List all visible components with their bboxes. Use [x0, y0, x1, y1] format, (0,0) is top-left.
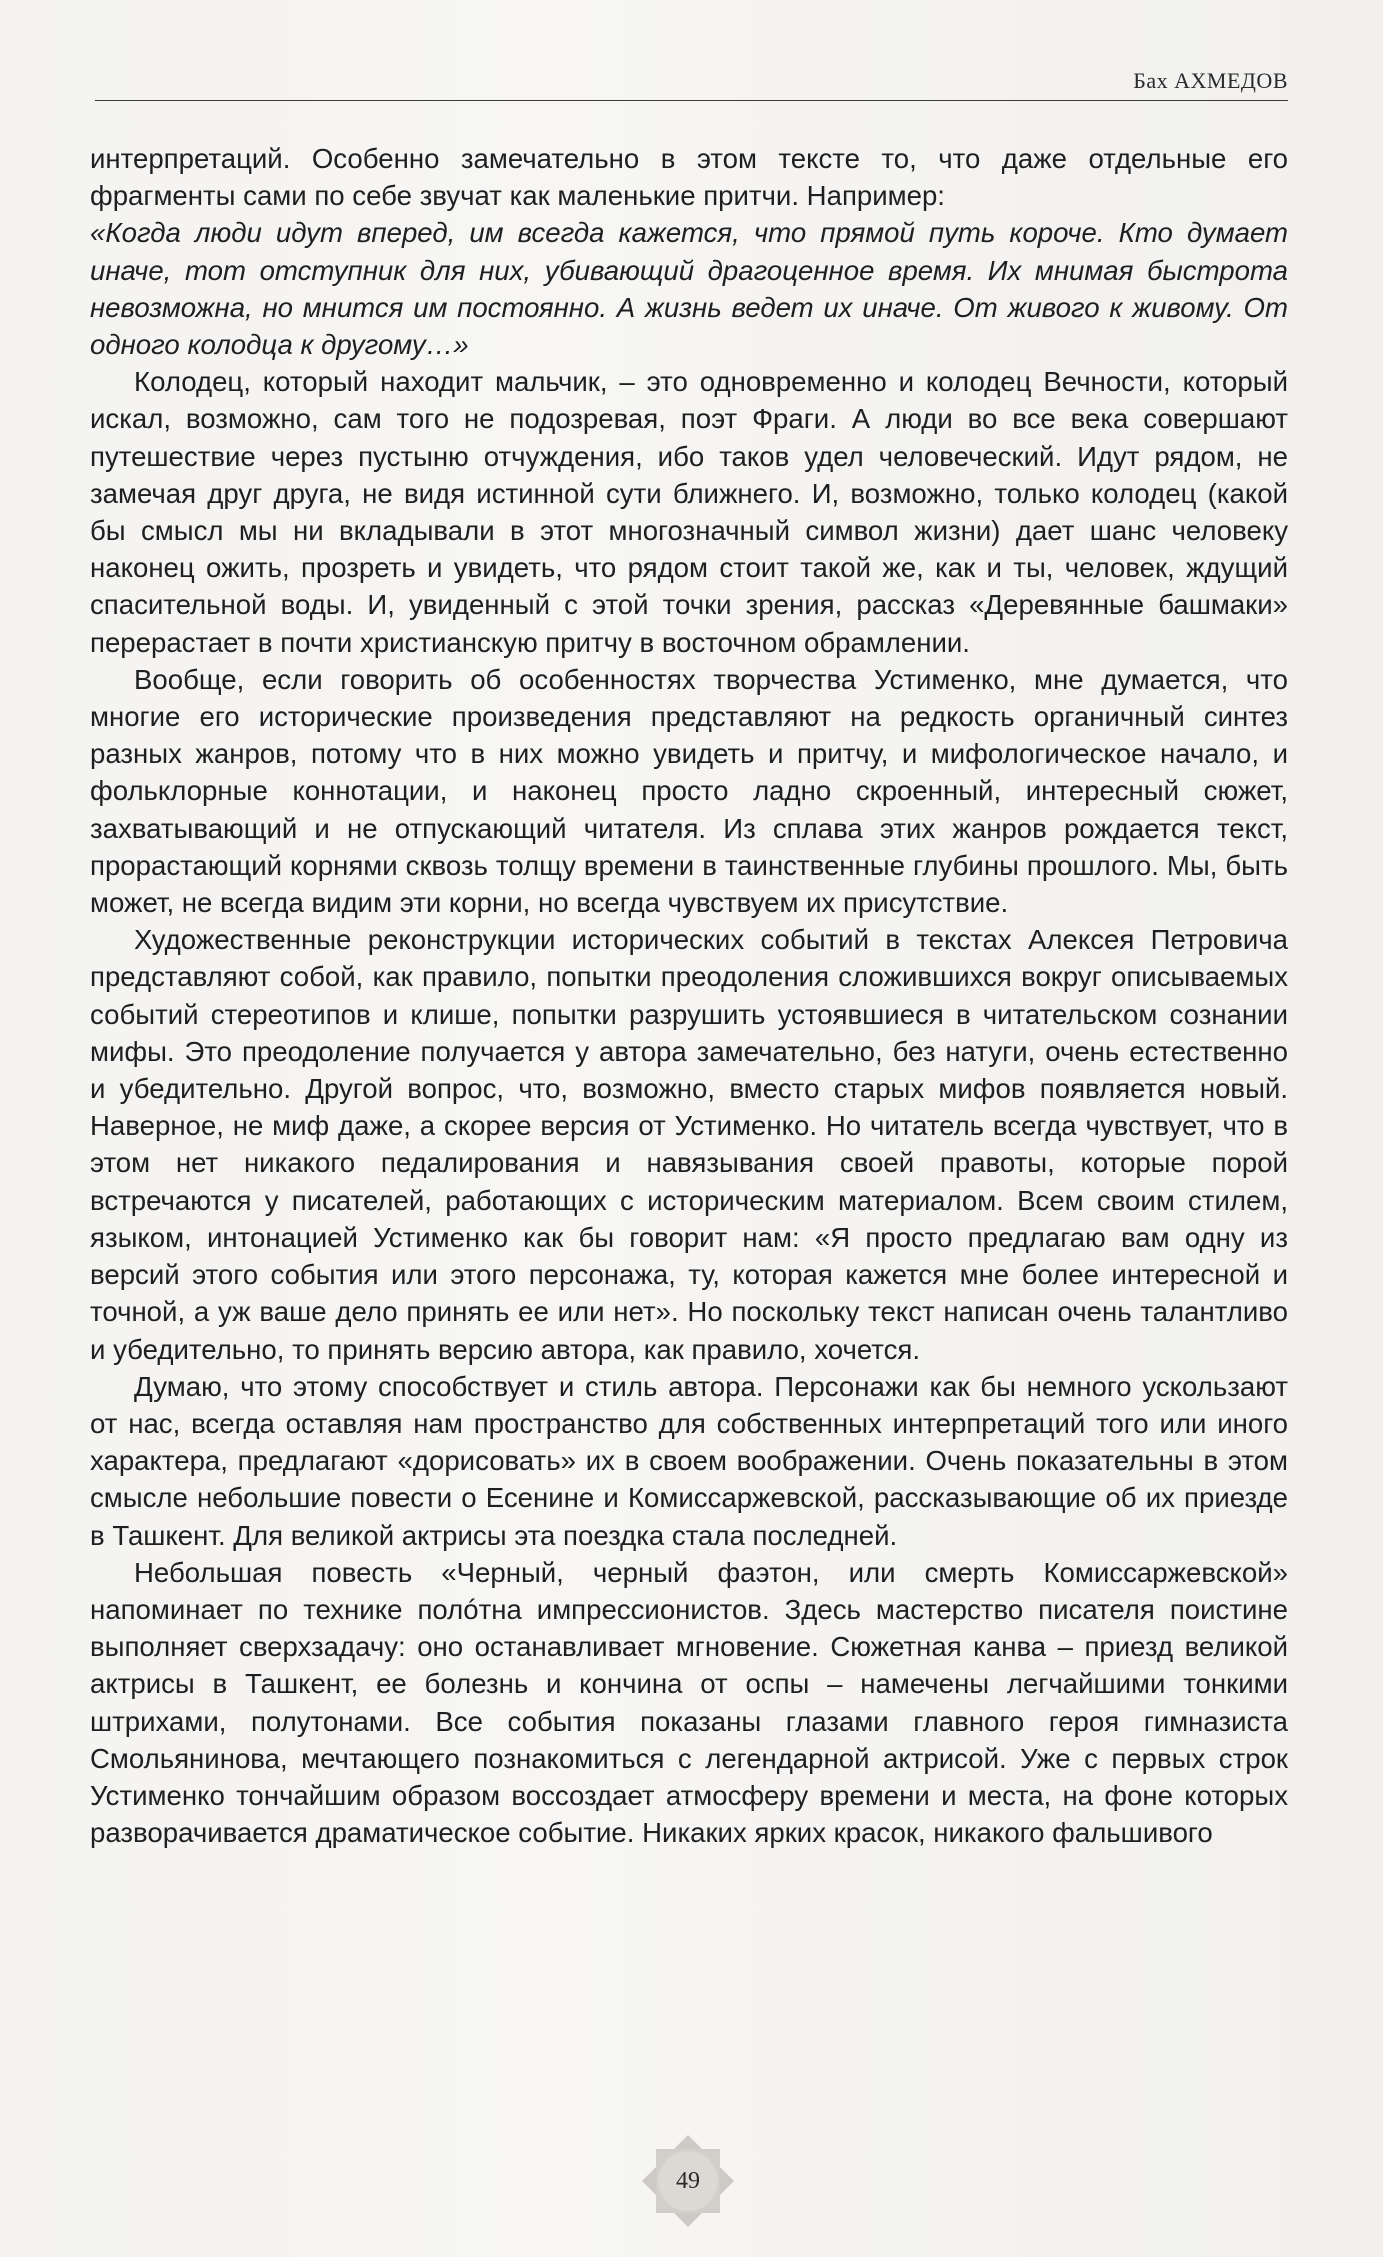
paragraph-1: интерпретаций. Особенно замечательно в этом тексте то, что даже отдельные его фрагменты сами по себе звучат как маленькие притчи. Например:	[90, 143, 1288, 212]
header-rule	[95, 100, 1288, 101]
body-text	[90, 140, 1288, 1851]
paragraph-7: Небольшая повесть «Черный, черный фаэтон, или смерть Комиссаржевской» напоминает по технике полóтна импрессионистов. Здесь мастерство писателя поистине выполняет сверхзадачу: оно останавливает мгновение. Сюжетная канва – приезд великой актрисы в Ташкент, ее болезнь и кончина от оспы – намечены легчайшими тонкими штрихами, полутонами. Все события показаны глазами главного героя гимназиста Смольянинова, мечтающего познакомиться с легендарной актрисой. Уже с первых строк Устименко тончайшим образом воссоздает атмосферу времени и места, на фоне которых разворачивается драматическое событие. Никаких ярких красок, никакого фальшивого	[90, 1556, 1288, 1849]
quote-paragraph: «Когда люди идут вперед, им всегда кажется, что прямой путь короче. Кто думает иначе, тот отступник для них, убивающий драгоценное время. Их мнимая быстрота невозможна, но мнится им постоянно. А жизнь ведет их иначе. От живого к живому. От одного колодца к другому…»	[90, 217, 1288, 361]
page-number: 49	[676, 2168, 700, 2194]
header-author: Бах АХМЕДОВ	[1133, 68, 1288, 93]
paragraph-4: Вообще, если говорить об особенностях творчества Устименко, мне думается, что многие его исторические произведения представляют на редкость органичный синтез разных жанров, потому что в них можно увидеть и притчу, и мифологическое начало, и фольклорные коннотации, и наконец просто ладно скроенный, интересный сюжет, захватывающий и не отпускающий читателя. Из сплава этих жанров рождается текст, прорастающий корнями сквозь толщу времени в таинственные глубины прошлого. Мы, быть может, не всегда видим эти корни, но всегда чувствуем их присутствие.	[90, 663, 1288, 919]
running-header	[95, 68, 1288, 104]
paragraph-5: Художественные реконструкции исторических событий в текстах Алексея Петровича представляют собой, как правило, попытки преодоления сложившихся вокруг описываемых событий стереотипов и клише, попытки разрушить устоявшиеся в читательском сознании мифы. Это преодоление получается у автора замечательно, без натуги, очень естественно и убедительно. Другой вопрос, что, возможно, вместо старых мифов появляется новый. Наверное, не миф даже, а скорее версия от Устименко. Но читатель всегда чувствует, что в этом нет никакого педалирования и навязывания своей правоты, которые порой встречаются у писателей, работающих с историческим материалом. Всем своим стилем, языком, интонацией Устименко как бы говорит нам: «Я просто предлагаю вам одну из версий этого события или этого персонажа, ту, которая кажется мне более интересной и точной, а уж ваше дело принять ее или нет». Но поскольку текст написан очень талантливо и убедительно, то принять версию автора, как правило, хочется.	[90, 924, 1288, 1365]
paragraph-3: Колодец, который находит мальчик, – это одновременно и колодец Вечности, который искал, возможно, сам того не подозревая, поэт Фраги. А люди во все века совершают путешествие через пустыню отчуждения, ибо таков удел человеческий. Идут рядом, не замечая друг друга, не видя истинной сути ближнего. И, возможно, только колодец (какой бы смысл мы ни вкладывали в этот многозначный символ жизни) дает шанс человеку наконец ожить, прозреть и увидеть, что рядом стоит такой же, как и ты, человек, ждущий спасительной воды. И, увиденный с этой точки зрения, рассказ «Деревянные башмаки» перерастает в почти христианскую притчу в восточном обрамлении.	[90, 366, 1288, 658]
page-number-ornament	[636, 2129, 740, 2233]
paragraph-6: Думаю, что этому способствует и стиль автора. Персонажи как бы немного ускользают от нас, всегда оставляя нам пространство для собственных интерпретаций того или иного характера, предлагают «дорисовать» их в своем воображении. Очень показательны в этом смысле небольшие повести о Есенине и Комиссаржевской, рассказывающие об их приезде в Ташкент. Для великой актрисы эта поездка стала последней.	[90, 1370, 1288, 1551]
